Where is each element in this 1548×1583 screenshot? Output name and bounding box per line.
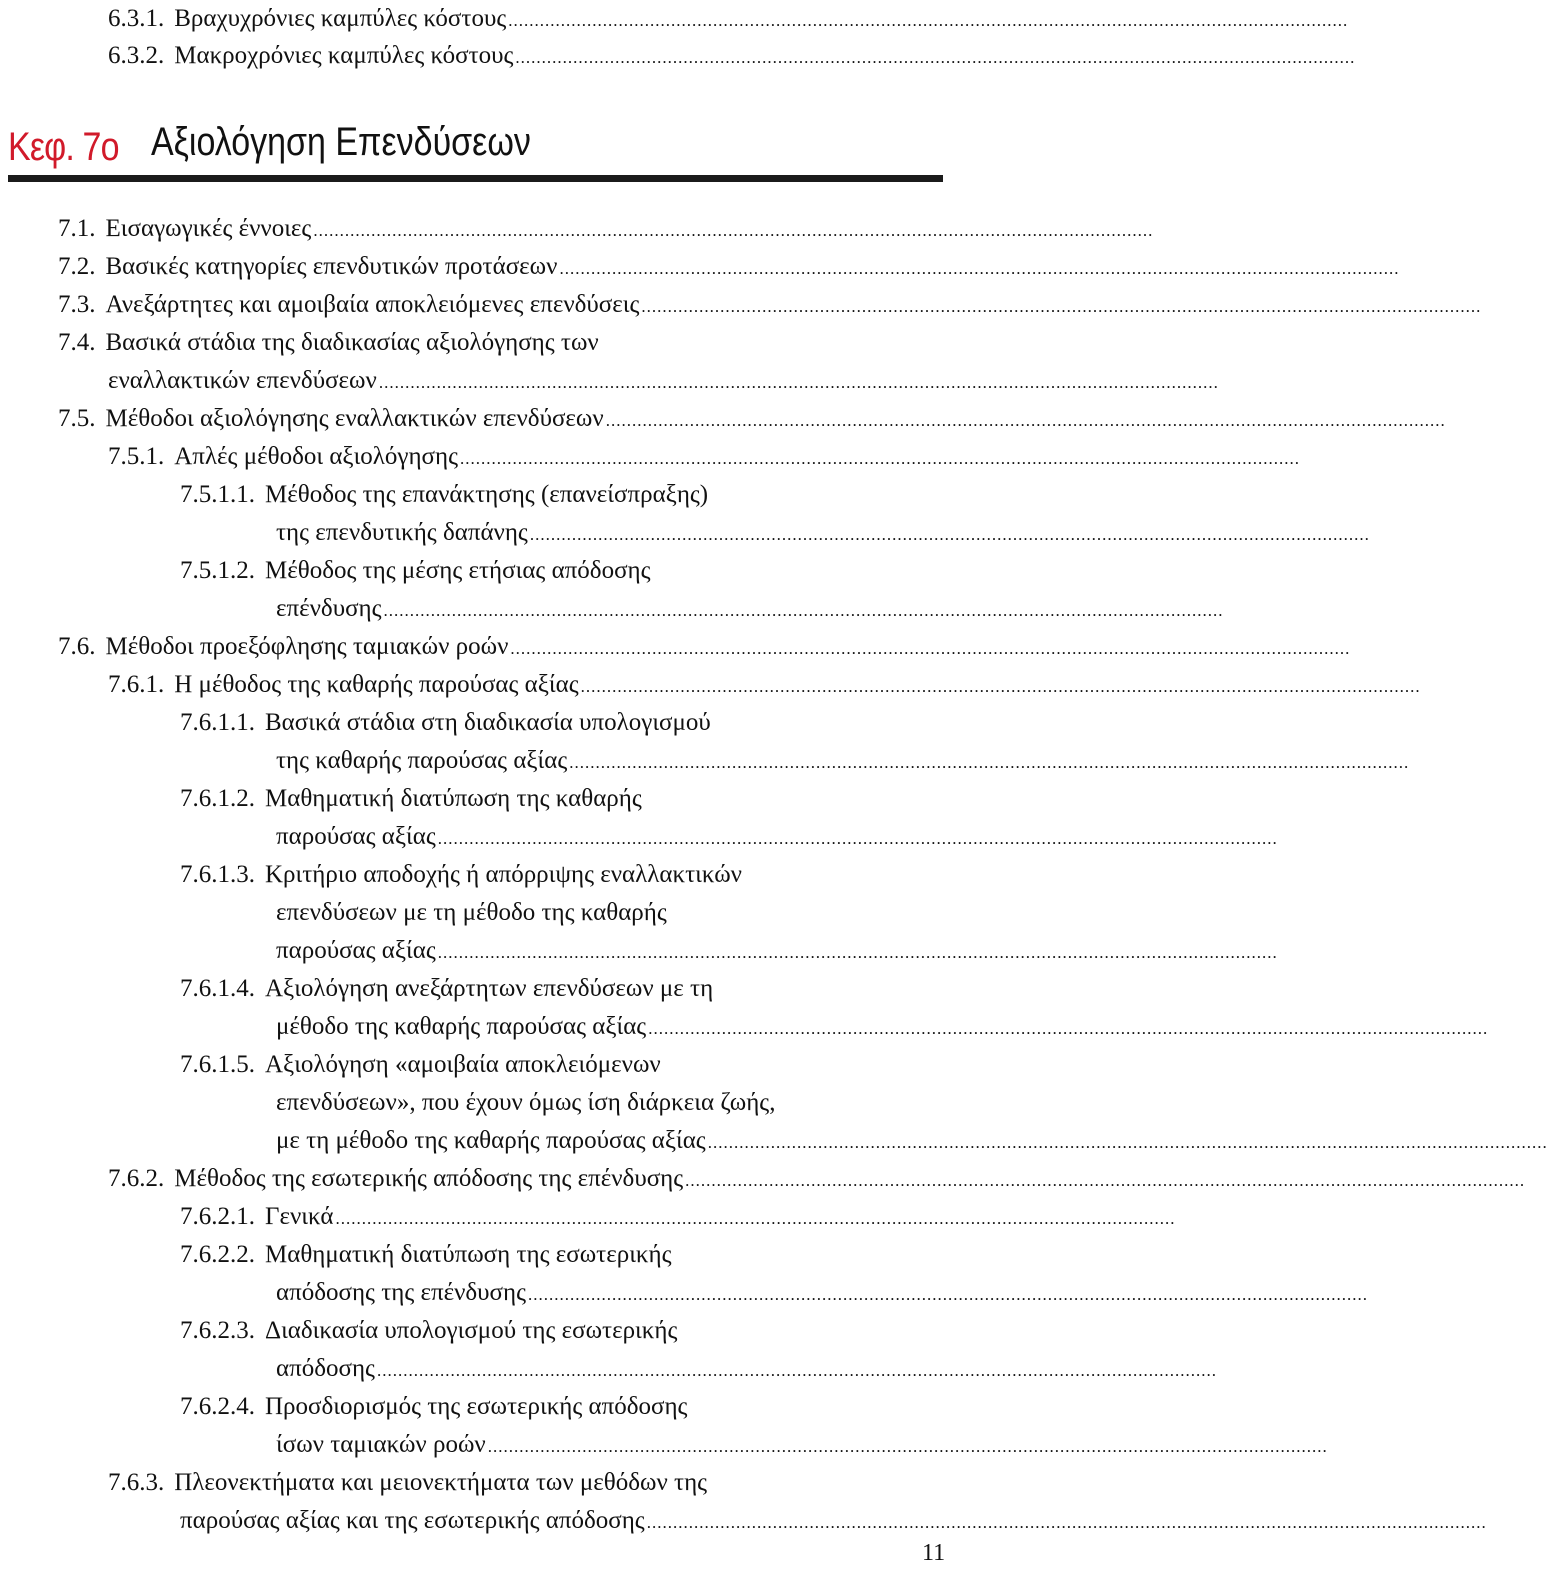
entry-number: 7.6.1.1. [180, 709, 255, 736]
entry-title-continuation: απόδοσης [276, 1355, 375, 1382]
entry-number: 7.2. [58, 253, 96, 280]
dot-leader [488, 1428, 1328, 1466]
dot-leader [581, 668, 1421, 706]
toc-entry-continuation [276, 590, 878, 630]
toc-entry [180, 856, 742, 894]
entry-title-continuation: της επενδυτικής δαπάνης [276, 519, 528, 546]
dot-leader [460, 440, 1300, 478]
entry-title: Μέθοδος της εσωτερικής απόδοσης της επένδυσης [174, 1165, 684, 1192]
entry-number: 7.6.1.4. [180, 975, 255, 1002]
toc-entry-continuation [276, 514, 878, 554]
entry-number: 7.5.1.1. [180, 481, 255, 508]
entry-number: 6.3.2. [108, 42, 165, 69]
chapter-label: Κεφ. 7ο [8, 124, 119, 169]
dot-leader [515, 39, 1355, 77]
dot-leader [647, 1504, 1487, 1542]
entry-title: Μέθοδοι προεξόφλησης ταμιακών ροών [105, 633, 509, 660]
toc-entry [180, 970, 713, 1008]
entry-title: Βραχυχρόνιες καμπύλες κόστους [174, 5, 507, 32]
toc-entry [108, 0, 878, 40]
entry-title: Μέθοδος της επανάκτησης (επανείσπραξης) [265, 481, 709, 508]
entry-title: Μαθηματική διατύπωση της εσωτερικής [265, 1241, 672, 1268]
entry-number: 7.6.2.1. [180, 1203, 255, 1230]
entry-title: Η μέθοδος της καθαρής παρούσας αξίας [174, 671, 579, 698]
entry-title: Απλές μέθοδοι αξιολόγησης [174, 443, 458, 470]
toc-entry [58, 248, 878, 288]
toc-entry [58, 210, 878, 250]
entry-number: 7.4. [58, 329, 96, 356]
dot-leader [530, 516, 1370, 554]
entry-number: 7.6.2.4. [180, 1393, 255, 1420]
entry-title-continuation: εναλλακτικών επενδύσεων [108, 367, 377, 394]
entry-title: Πλεονεκτήματα και μειονεκτήματα των μεθόδων της [174, 1469, 708, 1496]
entry-title: Μέθοδοι αξιολόγησης εναλλακτικών επενδύσεων [105, 405, 604, 432]
toc-entry [108, 666, 878, 706]
entry-title: Αξιολόγηση ανεξάρτητων επενδύσεων με τη [265, 975, 714, 1002]
toc-entry [180, 476, 708, 514]
entry-title: Αξιολόγηση «αμοιβαία αποκλειόμενων [265, 1051, 661, 1078]
dot-leader [313, 212, 1153, 250]
chapter-title: Αξιολόγηση Επενδύσεων [151, 120, 531, 164]
toc-entry-continuation [276, 1426, 878, 1466]
entry-title-continuation: επενδύσεων με τη μέθοδο της καθαρής [276, 899, 667, 926]
dot-leader [569, 744, 1409, 782]
dot-leader [508, 2, 1348, 40]
toc-entry-continuation [276, 1084, 775, 1122]
entry-number: 7.5.1. [108, 443, 165, 470]
toc-entry [180, 704, 711, 742]
entry-title: Γενικά [265, 1203, 334, 1230]
entry-number: 7.6. [58, 633, 96, 660]
entry-title: Κριτήριο αποδοχής ή απόρριψης εναλλακτικών [265, 861, 742, 888]
entry-title: Μέθοδος της μέσης ετήσιας απόδοσης [265, 557, 651, 584]
entry-title-continuation: παρούσας αξίας [276, 823, 436, 850]
dot-leader [685, 1162, 1525, 1200]
dot-leader [648, 1010, 1488, 1048]
entry-title: Διαδικασία υπολογισμού της εσωτερικής [265, 1317, 678, 1344]
toc-entry [180, 552, 651, 590]
entry-title: Μακροχρόνιες καμπύλες κόστους [174, 42, 514, 69]
toc-entry [108, 1464, 707, 1502]
page-number: 11 [922, 1540, 946, 1566]
entry-number: 7.6.1.3. [180, 861, 255, 888]
toc-entry [58, 286, 878, 326]
toc-entry-continuation [276, 1008, 878, 1048]
dot-leader [606, 402, 1446, 440]
toc-entry-continuation [276, 742, 878, 782]
entry-title-continuation: απόδοσης της επένδυσης [276, 1279, 526, 1306]
entry-title-continuation: μέθοδο της καθαρής παρούσας αξίας [276, 1013, 647, 1040]
chapter-rule [8, 175, 943, 182]
entry-title: Εισαγωγικές έννοιες [105, 215, 312, 242]
dot-leader [438, 820, 1278, 858]
toc-entry [108, 37, 878, 77]
entry-number: 7.6.3. [108, 1469, 165, 1496]
toc-entry [180, 780, 642, 818]
entry-number: 7.6.2. [108, 1165, 165, 1192]
entry-title-continuation: παρούσας αξίας [276, 937, 436, 964]
toc-entry-continuation [180, 1502, 878, 1542]
entry-title-continuation: ίσων ταμιακών ροών [276, 1431, 486, 1458]
entry-number: 7.6.1.5. [180, 1051, 255, 1078]
entry-number: 7.6.1.2. [180, 785, 255, 812]
toc-entry [58, 324, 599, 362]
toc-entry [58, 628, 878, 668]
toc-entry [180, 1046, 661, 1084]
toc-entry-continuation [276, 1350, 878, 1390]
dot-leader [528, 1276, 1368, 1314]
toc-entry [180, 1236, 672, 1274]
dot-leader [384, 592, 1224, 630]
entry-number: 7.6.1. [108, 671, 165, 698]
toc-entry [108, 438, 878, 478]
dot-leader [377, 1352, 1217, 1390]
toc-entry [180, 1198, 878, 1238]
dot-leader [559, 250, 1399, 288]
dot-leader [708, 1124, 1548, 1162]
entry-title-continuation: επένδυσης [276, 595, 382, 622]
entry-number: 7.5.1.2. [180, 557, 255, 584]
entry-title-continuation: επενδύσεων», που έχουν όμως ίση διάρκεια ζωής, [276, 1089, 776, 1116]
toc-entry-continuation [276, 894, 667, 932]
toc-entry [58, 400, 878, 440]
entry-title: Βασικά στάδια της διαδικασίας αξιολόγησης των [105, 329, 599, 356]
toc-entry-continuation [108, 362, 878, 402]
toc-entry [180, 1388, 687, 1426]
toc-entry-continuation [276, 1122, 878, 1162]
entry-title: Βασικές κατηγορίες επενδυτικών προτάσεων [105, 253, 558, 280]
dot-leader [335, 1200, 1175, 1238]
toc-entry-continuation [276, 1274, 878, 1314]
dot-leader [438, 934, 1278, 972]
entry-title: Προσδιορισμός της εσωτερικής απόδοσης [265, 1393, 688, 1420]
entry-number: 7.6.2.3. [180, 1317, 255, 1344]
entry-title-continuation: παρούσας αξίας και της εσωτερικής απόδοσης [180, 1507, 645, 1534]
dot-leader [641, 288, 1481, 326]
entry-number: 7.1. [58, 215, 96, 242]
entry-title: Μαθηματική διατύπωση της καθαρής [265, 785, 642, 812]
chapter-heading [8, 112, 531, 182]
entry-title-continuation: με τη μέθοδο της καθαρής παρούσας αξίας [276, 1127, 706, 1154]
toc-entry-continuation [276, 932, 878, 972]
entry-number: 7.5. [58, 405, 96, 432]
toc-entry [108, 1160, 878, 1200]
entry-number: 7.6.2.2. [180, 1241, 255, 1268]
dot-leader [510, 630, 1350, 668]
entry-title: Βασικά στάδια στη διαδικασία υπολογισμού [265, 709, 711, 736]
entry-number: 7.3. [58, 291, 96, 318]
toc-entry [180, 1312, 677, 1350]
toc-entry-continuation [276, 818, 878, 858]
dot-leader [379, 364, 1219, 402]
entry-title-continuation: της καθαρής παρούσας αξίας [276, 747, 568, 774]
entry-title: Ανεξάρτητες και αμοιβαία αποκλειόμενες επενδύσεις [105, 291, 640, 318]
entry-number: 6.3.1. [108, 5, 165, 32]
